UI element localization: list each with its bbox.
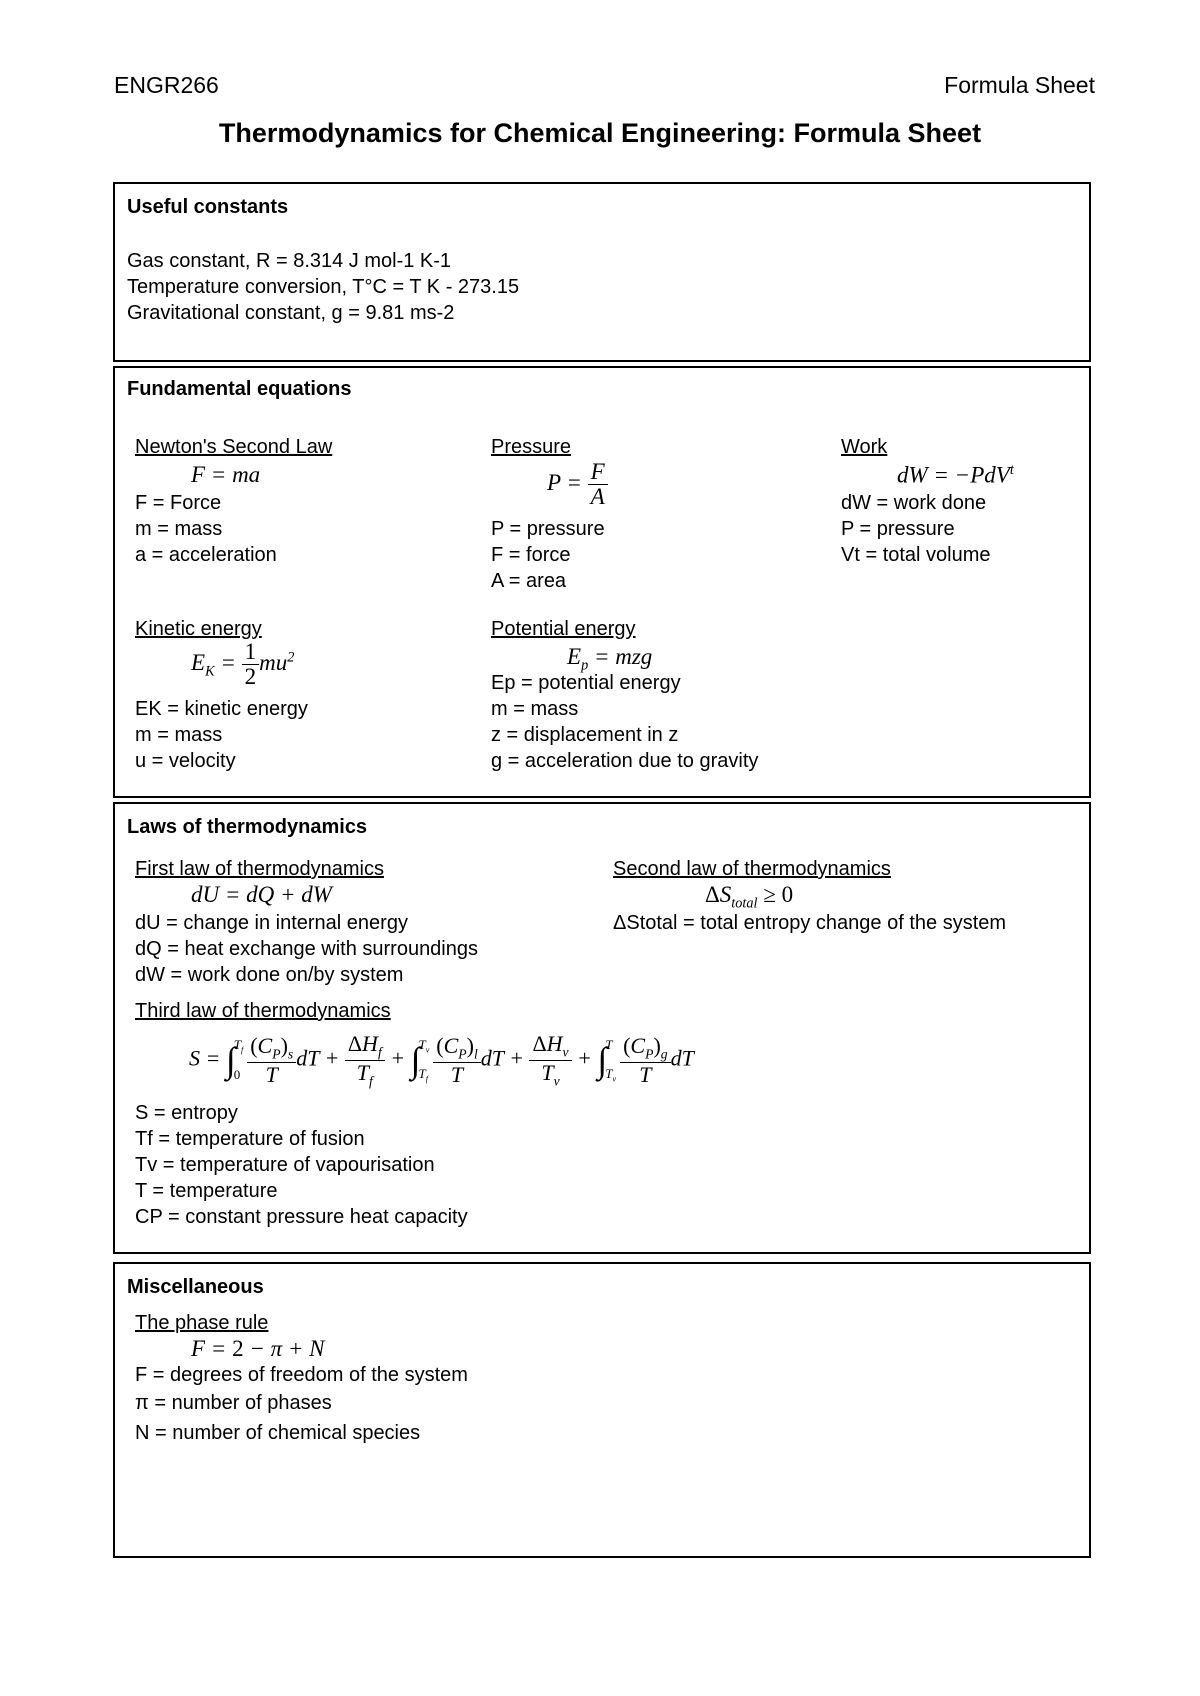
potential-equation: $E_p$ = mzg	[567, 644, 653, 674]
phase-rule-def: F = degrees of freedom of the system	[135, 1364, 468, 1386]
course-code: ENGR266	[114, 72, 219, 98]
fundamental-box	[113, 366, 1091, 798]
newton-heading: Newton's Second Law	[135, 436, 333, 458]
work-equation: dW = −PdV$^t$	[897, 462, 1014, 488]
phase-rule-heading: The phase rule	[135, 1312, 269, 1334]
second-law-def: ΔStotal = total entropy change of the system	[613, 912, 1007, 934]
first-law-equation: dU = dQ + dW	[191, 882, 332, 907]
phase-rule-def: π = number of phases	[135, 1392, 332, 1414]
kinetic-def: m = mass	[135, 724, 223, 746]
kinetic-def: EK = kinetic energy	[135, 698, 308, 720]
third-law-def: T = temperature	[135, 1180, 278, 1202]
potential-def: z = displacement in z	[491, 724, 679, 746]
first-law-heading: First law of thermodynamics	[135, 858, 384, 880]
first-law-def: dW = work done on/by system	[135, 964, 404, 986]
third-law-def: CP = constant pressure heat capacity	[135, 1206, 468, 1228]
third-law-def: Tf = temperature of fusion	[135, 1128, 365, 1150]
misc-box	[113, 1262, 1091, 1558]
first-law-def: dU = change in internal energy	[135, 912, 408, 934]
phase-rule-equation: F = 2 − π + N	[191, 1336, 325, 1361]
third-law-equation: S = ∫ $T_f$ 0 $\frac{(C_P)_s}{T}$ dT + $\frac{\Delta H_f}{T_f}$ + ∫ $T_v$ $T_f$ $\frac{(C_P)_l}{T}$ dT + $\frac{\Delta H_v}{T_v}$ + ∫ T $T_v$ $\frac{(C_P)_g}{T}$ dT	[189, 1031, 694, 1089]
kinetic-heading: Kinetic energy	[135, 618, 262, 640]
potential-def: m = mass	[491, 698, 579, 720]
newton-def: m = mass	[135, 518, 223, 540]
third-law-heading: Third law of thermodynamics	[135, 1000, 391, 1022]
misc-heading: Miscellaneous	[127, 1276, 264, 1298]
header-label: Formula Sheet	[944, 72, 1095, 98]
page-title: Thermodynamics for Chemical Engineering: Formula Sheet	[218, 118, 982, 148]
kinetic-equation: $E_K$ = $\frac{1}{2}$ $mu^2$	[191, 639, 295, 690]
second-law-heading: Second law of thermodynamics	[613, 858, 891, 880]
pressure-heading: Pressure	[491, 436, 572, 458]
third-law-def: Tv = temperature of vapourisation	[135, 1154, 435, 1176]
potential-def: g = acceleration due to gravity	[491, 750, 759, 772]
newton-def: F = Force	[135, 492, 222, 514]
pressure-def: F = force	[491, 544, 571, 566]
constants-box	[113, 182, 1091, 362]
gas-constant-line: Gas constant, R = 8.314 J mol-1 K-1	[127, 250, 452, 272]
first-law-def: dQ = heat exchange with surroundings	[135, 938, 478, 960]
work-def: dW = work done	[841, 492, 987, 514]
phase-rule-def: N = number of chemical species	[135, 1422, 421, 1444]
newton-equation: F = ma	[191, 462, 261, 487]
pressure-def: A = area	[491, 570, 567, 592]
work-def: Vt = total volume	[841, 544, 991, 566]
laws-heading: Laws of thermodynamics	[127, 816, 368, 838]
laws-box	[113, 802, 1091, 1254]
newton-def: a = acceleration	[135, 544, 277, 566]
potential-heading: Potential energy	[491, 618, 636, 640]
constants-heading: Useful constants	[127, 196, 289, 218]
temperature-conversion-line: Temperature conversion, T°C = T K - 273.15	[127, 276, 520, 298]
second-law-equation: $\Delta S_{total} \ge 0$	[705, 882, 794, 912]
gravitational-constant-line: Gravitational constant, g = 9.81 ms-2	[127, 302, 455, 324]
potential-def: Ep = potential energy	[491, 672, 681, 694]
work-def: P = pressure	[841, 518, 955, 540]
kinetic-def: u = velocity	[135, 750, 236, 772]
pressure-def: P = pressure	[491, 518, 605, 540]
third-law-def: S = entropy	[135, 1102, 238, 1124]
fundamental-heading: Fundamental equations	[127, 378, 352, 400]
work-heading: Work	[841, 436, 888, 458]
pressure-equation: P = $\frac{F}{A}$	[547, 460, 608, 509]
